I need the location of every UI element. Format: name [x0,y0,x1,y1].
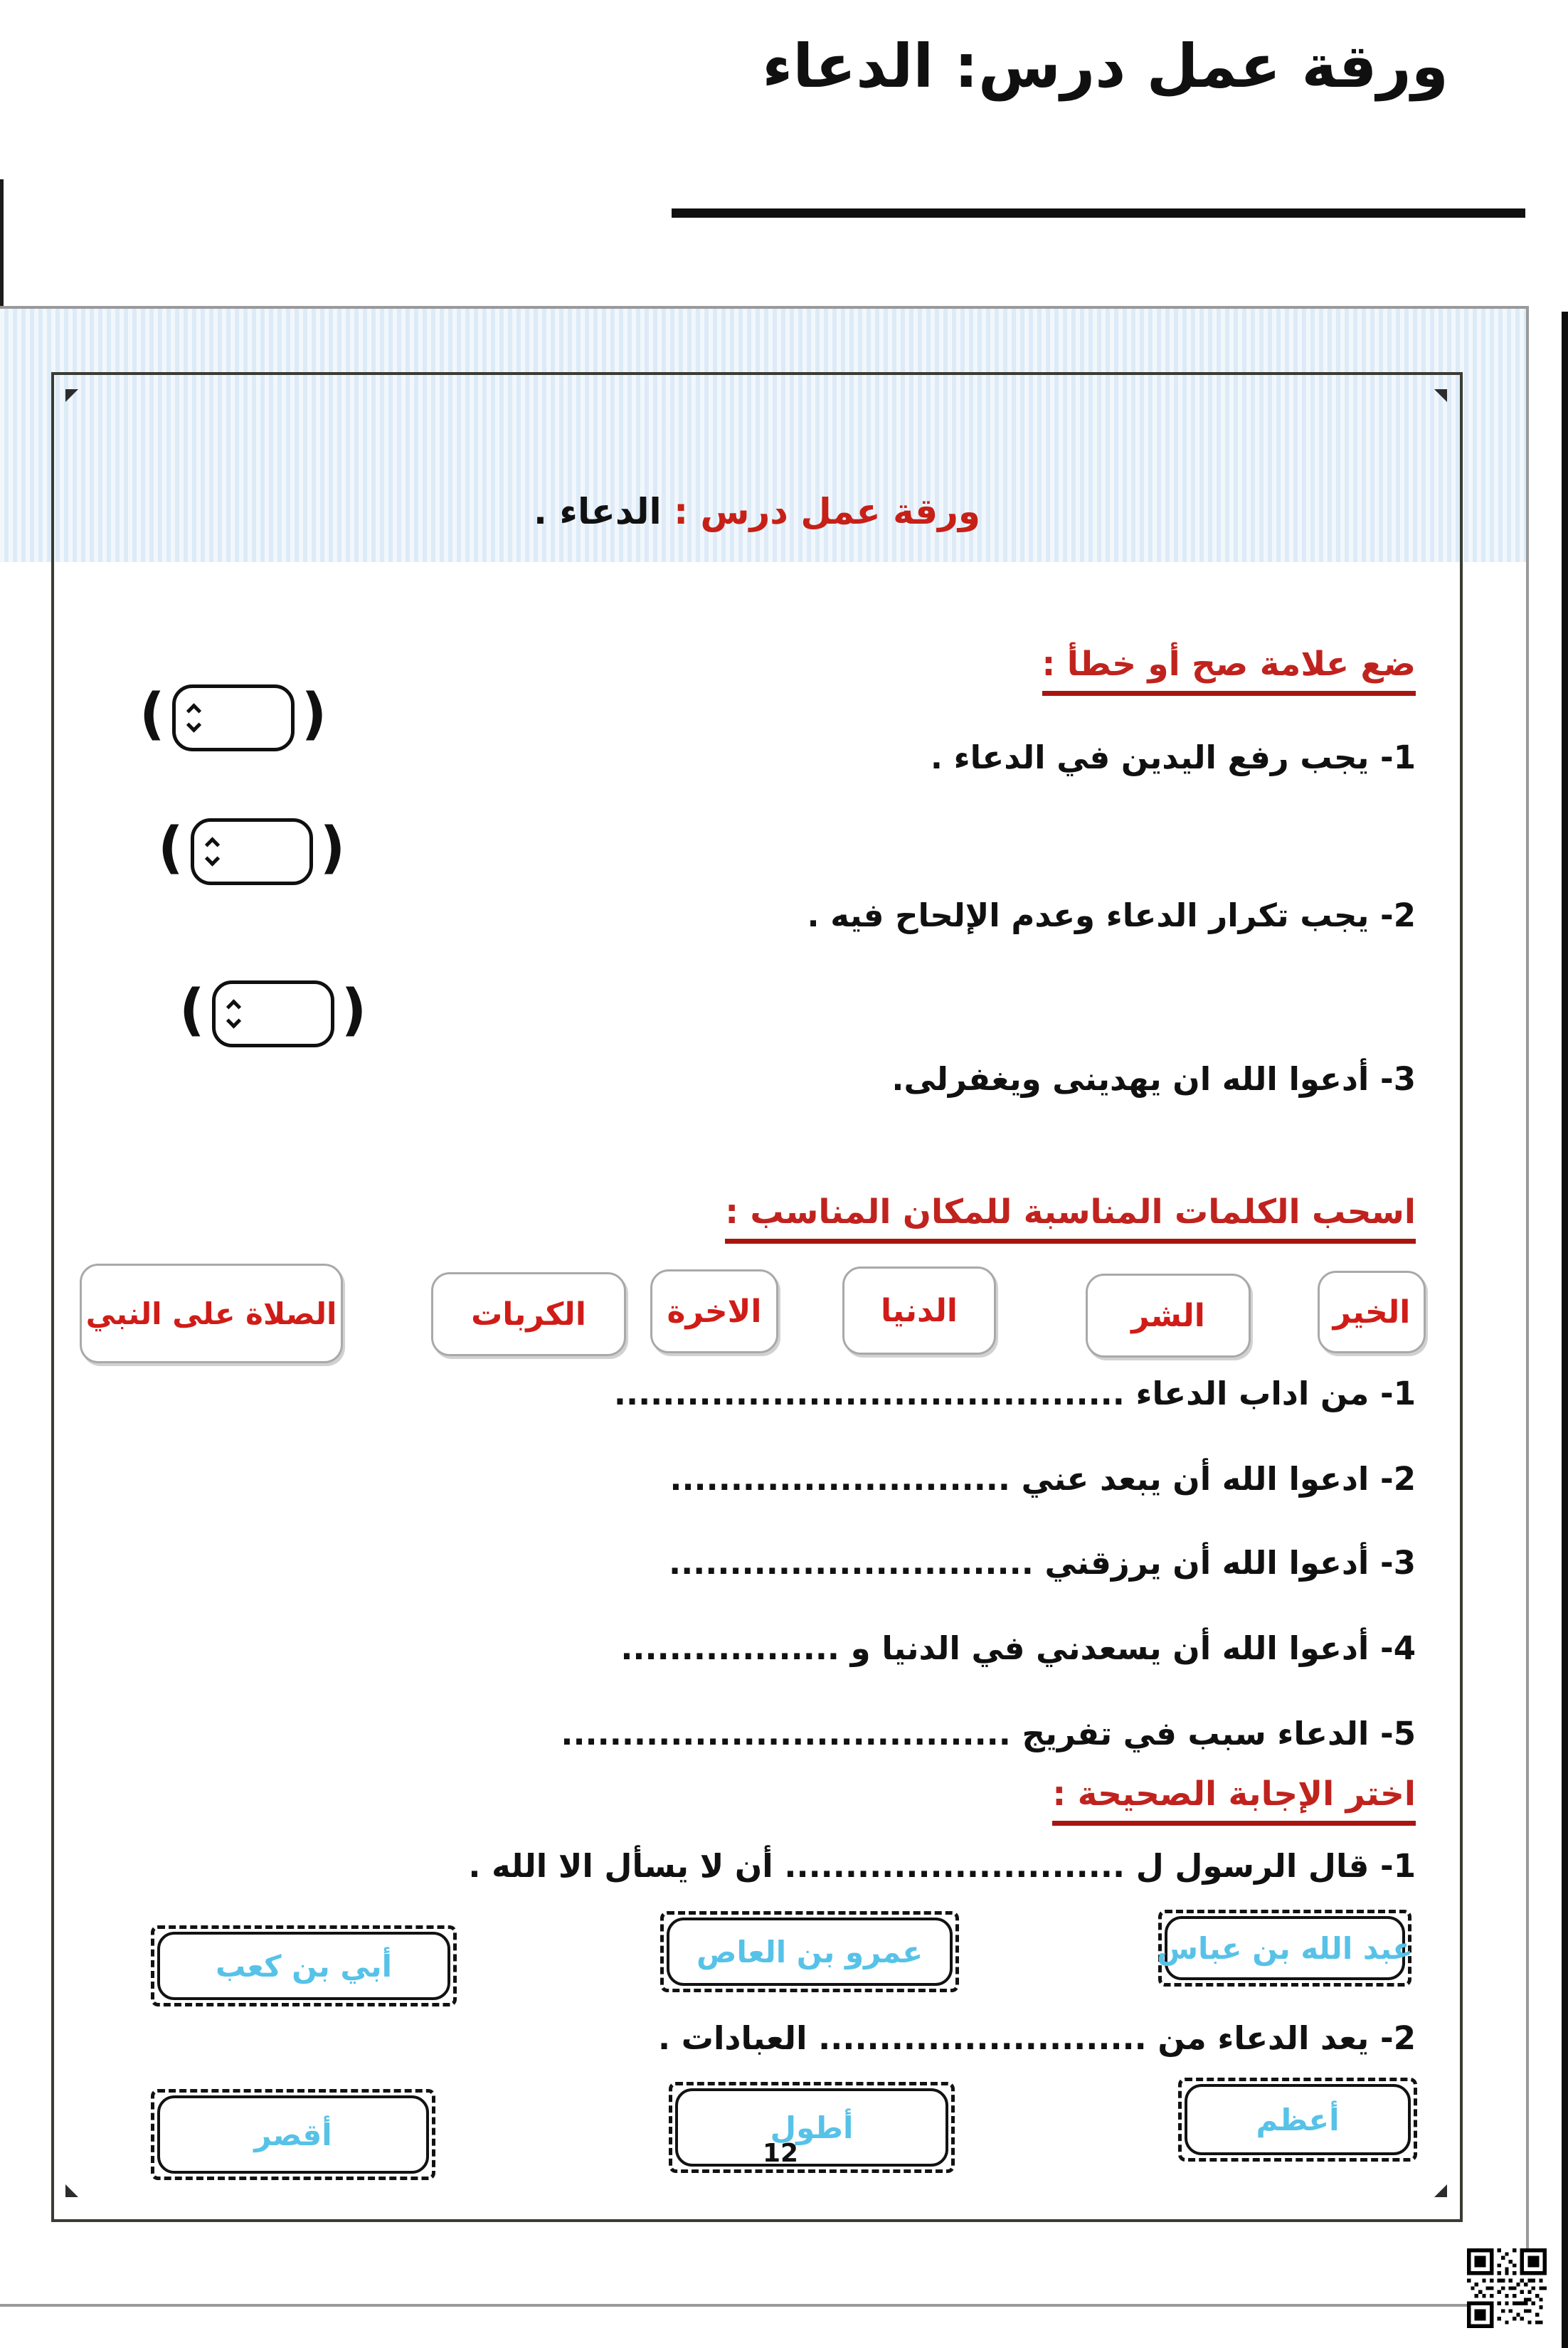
worksheet-header-label: ورقة عمل درس : [674,491,980,532]
blank-line-3: 3- أدعوا الله أن يرزقني .............................. [668,1544,1416,1582]
chevron-down-icon[interactable] [205,851,220,866]
q1-option-amr-label: عمرو بن العاص [667,1918,953,1986]
question-2: 2- يعد الدعاء من ........................... العبادات . [658,2019,1416,2057]
blank-line-4: 4- أدعوا الله أن يسعدني في الدنيا و .................. [620,1629,1416,1667]
paren-close: ) [341,978,367,1042]
chevron-up-icon[interactable] [186,703,201,718]
q2-option-azam[interactable] [1178,2078,1417,2162]
page-title: ورقة عمل درس: الدعاء [762,31,1448,101]
chevron-down-icon[interactable] [226,1013,241,1028]
paren-close: ) [301,682,327,746]
q2-option-azam-label: أعظم [1185,2084,1411,2155]
blank-line-2: 2- ادعوا الله أن يبعد عني ............................ [669,1460,1416,1498]
tf-item-2: 2- يجب تكرار الدعاء وعدم الإلحاح فيه . [807,897,1416,934]
tf-item-3: 3- أدعوا الله ان يهدينى ويغفرلى. [891,1060,1416,1098]
tf-item-1: 1- يجب رفع اليدين في الدعاء . [930,739,1416,776]
q2-option-atwal-label: أطول [675,2088,948,2167]
frame-corner-mark-top-right [1434,389,1447,402]
chevron-down-icon[interactable] [186,717,201,732]
q1-option-abdullah-label: عبد الله بن عباس [1165,1916,1405,1980]
spinner-icon[interactable] [228,1002,239,1027]
question-1: 1- قال الرسول ل ............................ أن لا يسأل الا الله . [468,1847,1416,1885]
q1-option-ubay-bin-kaab[interactable] [151,1925,457,2006]
word-chip-alakhira[interactable]: الاخرة [650,1269,778,1353]
tf-answer-box-2[interactable] [191,818,313,885]
worksheet-header-topic: الدعاء . [534,491,662,532]
tf-answer-group-2 [158,815,346,885]
q2-option-atwal[interactable] [669,2082,955,2173]
paren-close: ) [319,815,346,880]
word-chip-aldunya[interactable]: الدنيا [842,1266,996,1355]
tf-answer-group-1 [139,684,327,751]
paren-open: ( [179,978,205,1042]
q2-option-aqsar-label: أقصر [157,2095,429,2174]
blank-line-1: 1- من اداب الدعاء .......................................... [613,1375,1416,1412]
page-number: 12 [763,2139,799,2168]
q1-option-amr-bin-alas[interactable] [660,1911,959,1992]
paren-open: ( [139,682,165,746]
worksheet-header [51,491,1463,532]
frame-corner-mark-bottom-left [65,2184,78,2197]
spinner-icon[interactable] [207,840,218,864]
section2-heading: اسحب الكلمات المناسبة للمكان المناسب : [725,1192,1416,1244]
tf-answer-box-3[interactable] [212,980,334,1047]
frame-corner-mark-bottom-right [1434,2184,1447,2197]
q2-option-aqsar[interactable] [151,2089,435,2180]
blank-line-5: 5- الدعاء سبب في تفريج ..................................... [561,1715,1416,1752]
chevron-up-icon[interactable] [205,837,220,852]
scan-artifact-right-edge [1562,312,1568,2348]
word-chip-alkurubat[interactable]: الكربات [431,1272,626,1356]
spinner-icon[interactable] [189,706,199,731]
chevron-up-icon[interactable] [226,999,241,1014]
word-chip-alshar[interactable]: الشر [1086,1274,1251,1358]
qr-code [1466,2248,1548,2328]
paren-open: ( [158,815,184,880]
section1-heading: ضع علامة صح أو خطأ : [1042,645,1416,696]
frame-corner-mark-top-left [65,389,78,402]
q1-option-ubay-label: أبي بن كعب [157,1932,450,2000]
section3-heading: اختر الإجابة الصحيحة : [1052,1775,1416,1826]
tf-answer-group-3 [179,980,366,1047]
word-chip-salah-ala-alnabi[interactable]: الصلاة على النبي [80,1264,343,1363]
tf-answer-box-1[interactable] [172,684,295,751]
title-underline [672,208,1525,218]
word-chip-alkhair[interactable]: الخير [1318,1271,1426,1353]
q1-option-abdullah-bin-abbas[interactable] [1158,1910,1411,1987]
